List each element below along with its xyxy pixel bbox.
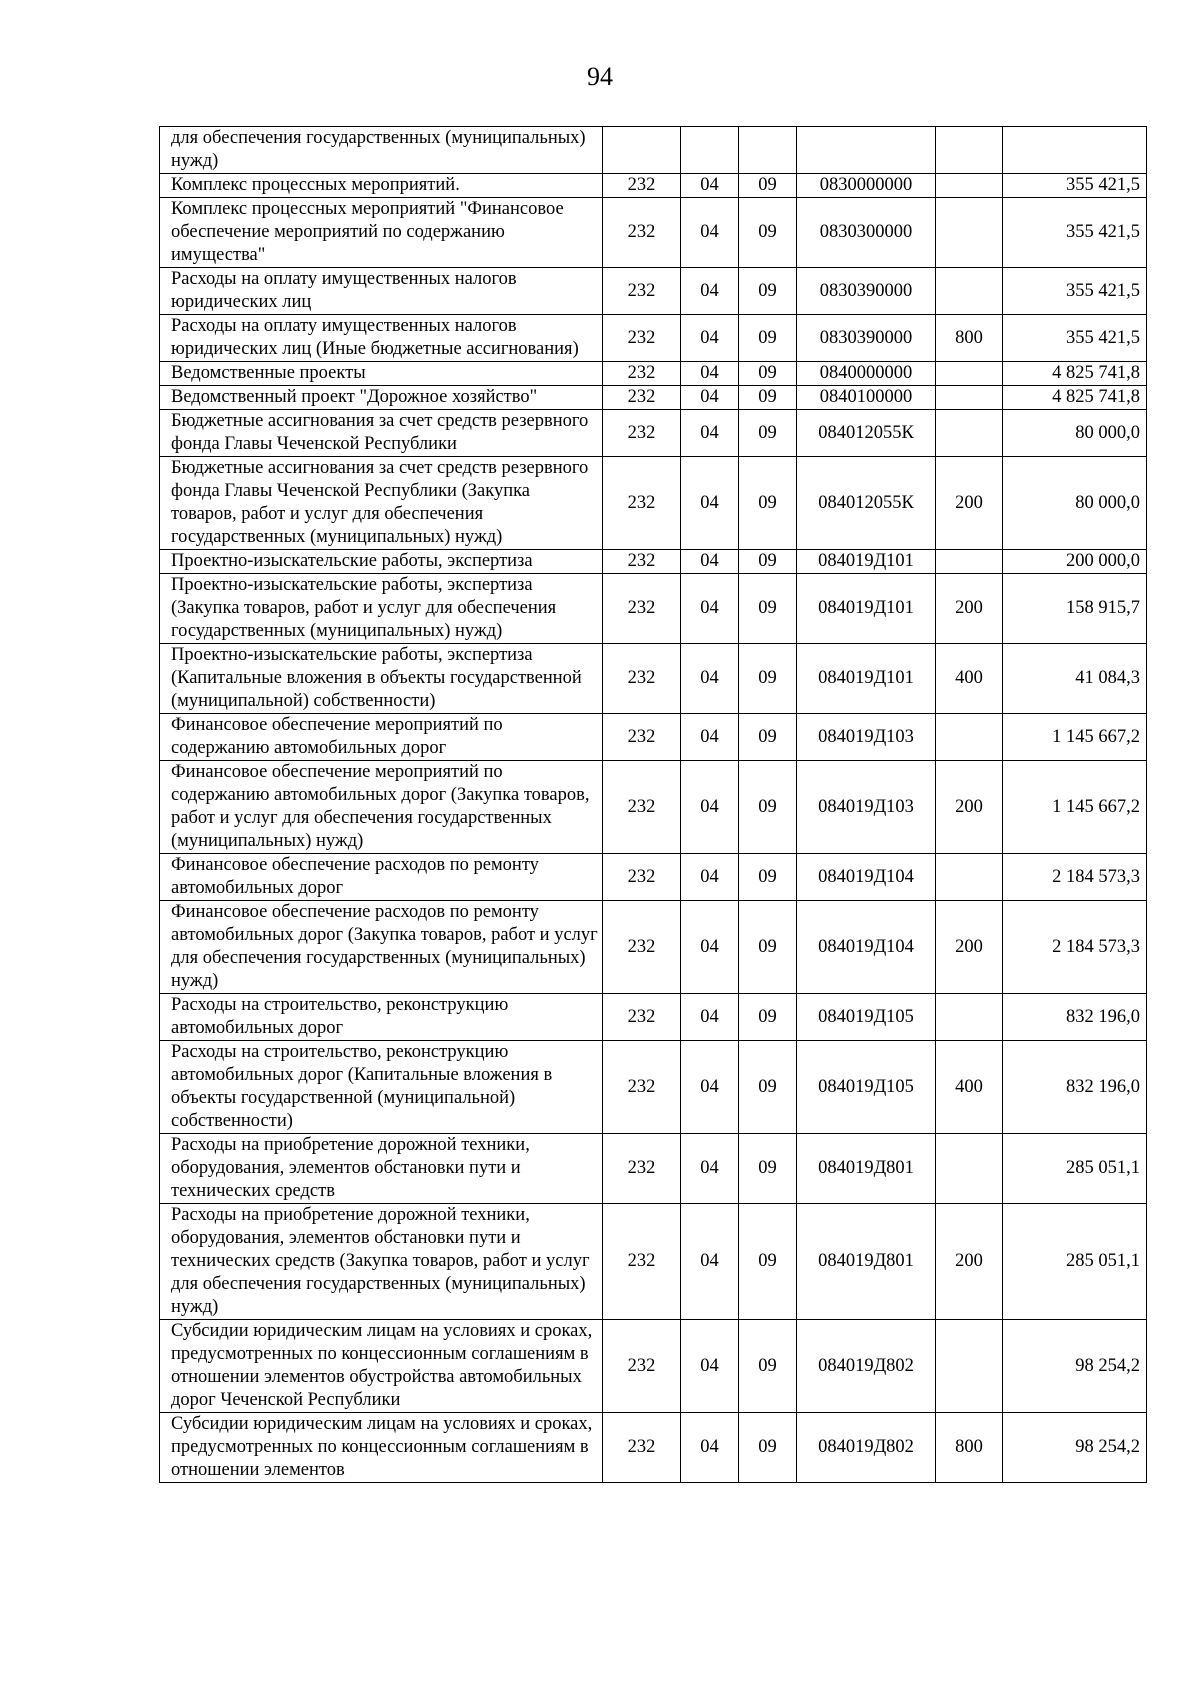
- table-row: [160, 714, 1147, 761]
- amount-cell: 200 000,0: [1003, 550, 1147, 574]
- amount-cell: 4 825 741,8: [1003, 386, 1147, 410]
- table-row: [160, 457, 1147, 550]
- expense-type-cell: 800: [936, 315, 1003, 362]
- subsection-code-cell: 09: [739, 644, 797, 714]
- amount-cell: 355 421,5: [1003, 315, 1147, 362]
- section-code-cell: 04: [681, 410, 739, 457]
- amount-cell: 2 184 573,3: [1003, 901, 1147, 994]
- table-row: [160, 1041, 1147, 1134]
- table-row: [160, 1134, 1147, 1204]
- expense-type-cell: 200: [936, 1204, 1003, 1320]
- section-code-cell: 04: [681, 362, 739, 386]
- amount-cell: 355 421,5: [1003, 174, 1147, 198]
- section-code-cell: 04: [681, 174, 739, 198]
- target-article-cell: 084019Д802: [797, 1413, 936, 1483]
- expense-type-cell: [936, 386, 1003, 410]
- section-code-cell: 04: [681, 1134, 739, 1204]
- amount-cell: 158 915,7: [1003, 574, 1147, 644]
- amount-cell: 1 145 667,2: [1003, 714, 1147, 761]
- section-code-cell: 04: [681, 1413, 739, 1483]
- grbs-code-cell: 232: [603, 644, 681, 714]
- section-code-cell: [681, 127, 739, 174]
- grbs-code-cell: 232: [603, 386, 681, 410]
- section-code-cell: 04: [681, 268, 739, 315]
- item-name-cell: Расходы на оплату имущественных налогов юридических лиц: [160, 268, 603, 315]
- expense-type-cell: [936, 994, 1003, 1041]
- item-name-cell: Расходы на приобретение дорожной техники, оборудования, элементов обстановки пути и технических средств (Закупка товаров, работ и услуг для обеспечения государственных (муниципальных) нужд): [160, 1204, 603, 1320]
- section-code-cell: 04: [681, 901, 739, 994]
- section-code-cell: 04: [681, 644, 739, 714]
- target-article-cell: 0830390000: [797, 315, 936, 362]
- subsection-code-cell: 09: [739, 268, 797, 315]
- target-article-cell: 084019Д801: [797, 1134, 936, 1204]
- section-code-cell: 04: [681, 1041, 739, 1134]
- table-body: [160, 127, 1147, 1483]
- budget-table: [159, 126, 1147, 1483]
- section-code-cell: 04: [681, 1204, 739, 1320]
- target-article-cell: 084019Д802: [797, 1320, 936, 1413]
- item-name-cell: Финансовое обеспечение мероприятий по содержанию автомобильных дорог (Закупка товаров, работ и услуг для обеспечения государственных (муниципальных) нужд): [160, 761, 603, 854]
- grbs-code-cell: 232: [603, 854, 681, 901]
- table-row: [160, 1413, 1147, 1483]
- target-article-cell: 0840100000: [797, 386, 936, 410]
- grbs-code-cell: 232: [603, 550, 681, 574]
- subsection-code-cell: 09: [739, 174, 797, 198]
- grbs-code-cell: 232: [603, 901, 681, 994]
- target-article-cell: 0830300000: [797, 198, 936, 268]
- target-article-cell: 084019Д801: [797, 1204, 936, 1320]
- amount-cell: 98 254,2: [1003, 1320, 1147, 1413]
- item-name-cell: Ведомственный проект "Дорожное хозяйство": [160, 386, 603, 410]
- target-article-cell: 084019Д101: [797, 574, 936, 644]
- amount-cell: 2 184 573,3: [1003, 854, 1147, 901]
- table-row: [160, 854, 1147, 901]
- subsection-code-cell: 09: [739, 457, 797, 550]
- section-code-cell: 04: [681, 386, 739, 410]
- item-name-cell: Расходы на строительство, реконструкцию автомобильных дорог: [160, 994, 603, 1041]
- amount-cell: 98 254,2: [1003, 1413, 1147, 1483]
- section-code-cell: 04: [681, 550, 739, 574]
- expense-type-cell: [936, 268, 1003, 315]
- expense-type-cell: [936, 198, 1003, 268]
- expense-type-cell: [936, 174, 1003, 198]
- target-article-cell: 0840000000: [797, 362, 936, 386]
- item-name-cell: Расходы на строительство, реконструкцию автомобильных дорог (Капитальные вложения в объекты государственной (муниципальной) собственности): [160, 1041, 603, 1134]
- grbs-code-cell: 232: [603, 761, 681, 854]
- expense-type-cell: [936, 854, 1003, 901]
- subsection-code-cell: 09: [739, 574, 797, 644]
- grbs-code-cell: [603, 127, 681, 174]
- expense-type-cell: 400: [936, 1041, 1003, 1134]
- item-name-cell: Комплекс процессных мероприятий.: [160, 174, 603, 198]
- target-article-cell: 084019Д105: [797, 994, 936, 1041]
- expense-type-cell: 200: [936, 574, 1003, 644]
- subsection-code-cell: 09: [739, 1134, 797, 1204]
- target-article-cell: 084019Д101: [797, 550, 936, 574]
- amount-cell: 1 145 667,2: [1003, 761, 1147, 854]
- table-row: [160, 761, 1147, 854]
- table-row: [160, 198, 1147, 268]
- amount-cell: 4 825 741,8: [1003, 362, 1147, 386]
- grbs-code-cell: 232: [603, 315, 681, 362]
- subsection-code-cell: 09: [739, 994, 797, 1041]
- grbs-code-cell: 232: [603, 410, 681, 457]
- expense-type-cell: [936, 1134, 1003, 1204]
- amount-cell: 285 051,1: [1003, 1204, 1147, 1320]
- amount-cell: 80 000,0: [1003, 457, 1147, 550]
- table-row: [160, 1320, 1147, 1413]
- grbs-code-cell: 232: [603, 457, 681, 550]
- expense-type-cell: [936, 410, 1003, 457]
- item-name-cell: Бюджетные ассигнования за счет средств резервного фонда Главы Чеченской Республики (Закупка товаров, работ и услуг для обеспечения государственных (муниципальных) нужд): [160, 457, 603, 550]
- item-name-cell: для обеспечения государственных (муниципальных) нужд): [160, 127, 603, 174]
- table-row: [160, 127, 1147, 174]
- grbs-code-cell: 232: [603, 1204, 681, 1320]
- item-name-cell: Проектно-изыскательские работы, экспертиза (Закупка товаров, работ и услуг для обеспечения государственных (муниципальных) нужд): [160, 574, 603, 644]
- table-row: [160, 410, 1147, 457]
- expense-type-cell: [936, 1320, 1003, 1413]
- item-name-cell: Финансовое обеспечение мероприятий по содержанию автомобильных дорог: [160, 714, 603, 761]
- target-article-cell: 084012055К: [797, 410, 936, 457]
- grbs-code-cell: 232: [603, 994, 681, 1041]
- expense-type-cell: 200: [936, 901, 1003, 994]
- grbs-code-cell: 232: [603, 198, 681, 268]
- subsection-code-cell: 09: [739, 1413, 797, 1483]
- table-row: [160, 386, 1147, 410]
- item-name-cell: Финансовое обеспечение расходов по ремонту автомобильных дорог: [160, 854, 603, 901]
- target-article-cell: 084019Д104: [797, 901, 936, 994]
- amount-cell: 832 196,0: [1003, 994, 1147, 1041]
- amount-cell: 80 000,0: [1003, 410, 1147, 457]
- subsection-code-cell: 09: [739, 1320, 797, 1413]
- subsection-code-cell: 09: [739, 362, 797, 386]
- item-name-cell: Ведомственные проекты: [160, 362, 603, 386]
- table-row: [160, 174, 1147, 198]
- table-row: [160, 362, 1147, 386]
- grbs-code-cell: 232: [603, 1413, 681, 1483]
- table-row: [160, 1204, 1147, 1320]
- section-code-cell: 04: [681, 714, 739, 761]
- section-code-cell: 04: [681, 1320, 739, 1413]
- item-name-cell: Комплекс процессных мероприятий "Финансовое обеспечение мероприятий по содержанию имущества": [160, 198, 603, 268]
- grbs-code-cell: 232: [603, 362, 681, 386]
- expense-type-cell: 400: [936, 644, 1003, 714]
- target-article-cell: [797, 127, 936, 174]
- subsection-code-cell: [739, 127, 797, 174]
- expense-type-cell: [936, 714, 1003, 761]
- section-code-cell: 04: [681, 854, 739, 901]
- expense-type-cell: 200: [936, 457, 1003, 550]
- target-article-cell: 084019Д104: [797, 854, 936, 901]
- item-name-cell: Проектно-изыскательские работы, экспертиза: [160, 550, 603, 574]
- section-code-cell: 04: [681, 198, 739, 268]
- subsection-code-cell: 09: [739, 761, 797, 854]
- grbs-code-cell: 232: [603, 574, 681, 644]
- section-code-cell: 04: [681, 315, 739, 362]
- subsection-code-cell: 09: [739, 1041, 797, 1134]
- item-name-cell: Финансовое обеспечение расходов по ремонту автомобильных дорог (Закупка товаров, работ и услуг для обеспечения государственных (муниципальных) нужд): [160, 901, 603, 994]
- table-row: [160, 901, 1147, 994]
- target-article-cell: 084019Д105: [797, 1041, 936, 1134]
- amount-cell: 41 084,3: [1003, 644, 1147, 714]
- subsection-code-cell: 09: [739, 901, 797, 994]
- amount-cell: 832 196,0: [1003, 1041, 1147, 1134]
- expense-type-cell: 800: [936, 1413, 1003, 1483]
- amount-cell: 355 421,5: [1003, 268, 1147, 315]
- subsection-code-cell: 09: [739, 386, 797, 410]
- subsection-code-cell: 09: [739, 410, 797, 457]
- item-name-cell: Расходы на оплату имущественных налогов юридических лиц (Иные бюджетные ассигнования): [160, 315, 603, 362]
- expense-type-cell: [936, 127, 1003, 174]
- grbs-code-cell: 232: [603, 1320, 681, 1413]
- expense-type-cell: [936, 362, 1003, 386]
- target-article-cell: 084019Д101: [797, 644, 936, 714]
- section-code-cell: 04: [681, 761, 739, 854]
- grbs-code-cell: 232: [603, 714, 681, 761]
- amount-cell: [1003, 127, 1147, 174]
- expense-type-cell: 200: [936, 761, 1003, 854]
- table-row: [160, 315, 1147, 362]
- subsection-code-cell: 09: [739, 315, 797, 362]
- subsection-code-cell: 09: [739, 854, 797, 901]
- table-row: [160, 268, 1147, 315]
- item-name-cell: Субсидии юридическим лицам на условиях и сроках, предусмотренных по концессионным соглашениям в отношении элементов: [160, 1413, 603, 1483]
- table-row: [160, 994, 1147, 1041]
- section-code-cell: 04: [681, 994, 739, 1041]
- amount-cell: 355 421,5: [1003, 198, 1147, 268]
- grbs-code-cell: 232: [603, 1134, 681, 1204]
- section-code-cell: 04: [681, 457, 739, 550]
- subsection-code-cell: 09: [739, 1204, 797, 1320]
- item-name-cell: Проектно-изыскательские работы, экспертиза (Капитальные вложения в объекты государственной (муниципальной) собственности): [160, 644, 603, 714]
- subsection-code-cell: 09: [739, 714, 797, 761]
- target-article-cell: 084012055К: [797, 457, 936, 550]
- section-code-cell: 04: [681, 574, 739, 644]
- subsection-code-cell: 09: [739, 550, 797, 574]
- table-row: [160, 550, 1147, 574]
- page-number: 94: [587, 62, 613, 91]
- target-article-cell: 0830000000: [797, 174, 936, 198]
- grbs-code-cell: 232: [603, 268, 681, 315]
- item-name-cell: Субсидии юридическим лицам на условиях и сроках, предусмотренных по концессионным соглашениям в отношении элементов обустройства автомобильных дорог Чеченской Республики: [160, 1320, 603, 1413]
- grbs-code-cell: 232: [603, 174, 681, 198]
- table-row: [160, 574, 1147, 644]
- item-name-cell: Расходы на приобретение дорожной техники, оборудования, элементов обстановки пути и технических средств: [160, 1134, 603, 1204]
- target-article-cell: 084019Д103: [797, 761, 936, 854]
- item-name-cell: Бюджетные ассигнования за счет средств резервного фонда Главы Чеченской Республики: [160, 410, 603, 457]
- subsection-code-cell: 09: [739, 198, 797, 268]
- amount-cell: 285 051,1: [1003, 1134, 1147, 1204]
- target-article-cell: 084019Д103: [797, 714, 936, 761]
- table-row: [160, 644, 1147, 714]
- expense-type-cell: [936, 550, 1003, 574]
- target-article-cell: 0830390000: [797, 268, 936, 315]
- grbs-code-cell: 232: [603, 1041, 681, 1134]
